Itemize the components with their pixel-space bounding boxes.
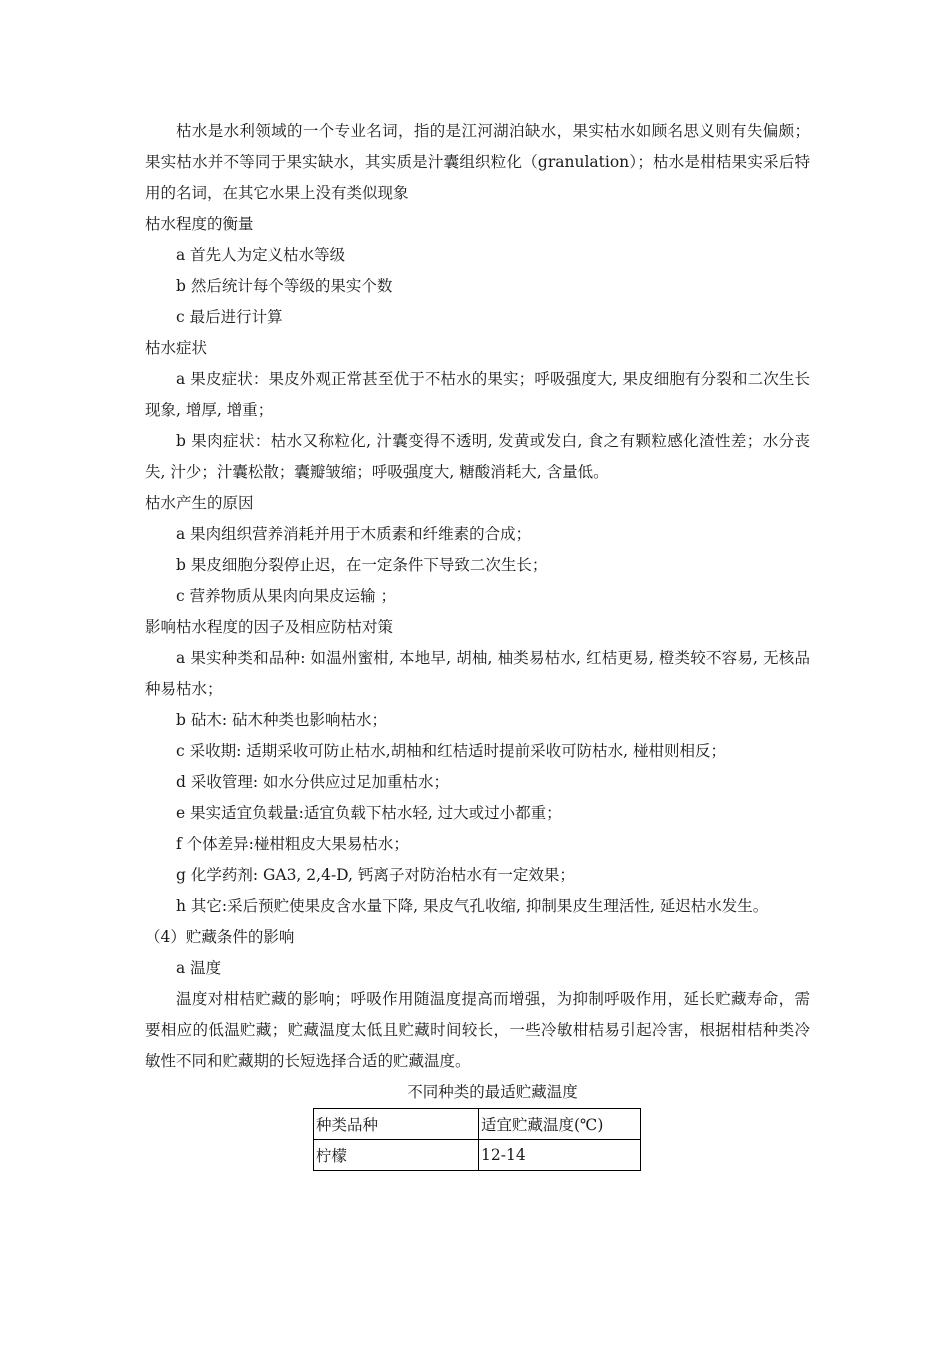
- table-caption: 不同种类的最适贮藏温度: [407, 1083, 578, 1101]
- factor-item-g: g 化学药剂: GA3, 2,4-D, 钙离子对防治枯水有一定效果；: [176, 866, 575, 884]
- storage-item-a: a 温度: [176, 959, 222, 977]
- table-header-cell: 适宜贮藏温度(℃): [479, 1109, 641, 1140]
- measure-item-c: c 最后进行计算: [176, 308, 283, 326]
- table-header-row: [314, 1109, 641, 1140]
- cause-heading: 枯水产生的原因: [145, 494, 254, 512]
- factor-item-a: a 果实种类和品种: 如温州蜜柑, 本地早, 胡柚, 柚类易枯水, 红桔更易, 橙类较不容易, 无核品种易枯水；: [145, 649, 810, 698]
- factor-item-f: f 个体差异:椪柑粗皮大果易枯水；: [176, 835, 409, 853]
- factor-item-c: c 采收期: 适期采收可防止枯水,胡柚和红桔适时提前采收可防枯水, 椪柑则相反；: [176, 742, 727, 760]
- cause-item-a: a 果肉组织营养消耗并用于木质素和纤维素的合成；: [176, 525, 532, 543]
- storage-heading: （4）贮藏条件的影响: [145, 928, 295, 946]
- symptom-item-a: a 果皮症状：果皮外观正常甚至优于不枯水的果实；呼吸强度大, 果皮细胞有分裂和二次生长现象, 增厚, 增重；: [145, 370, 810, 419]
- cause-item-b: b 果皮细胞分裂停止迟，在一定条件下导致二次生长；: [176, 556, 548, 574]
- symptom-item-b: b 果肉症状：枯水又称粒化, 汁囊变得不透明, 发黄或发白, 食之有颗粒感化渣性差；水分丧失, 汁少；汁囊松散；囊瓣皱缩；呼吸强度大, 糖酸消耗大, 含量低。: [145, 432, 810, 481]
- symptom-heading: 枯水症状: [145, 339, 208, 357]
- factor-item-e: e 果实适宜负载量:适宜负载下枯水轻, 过大或过小都重；: [176, 804, 562, 822]
- measure-item-b: b 然后统计每个等级的果实个数: [176, 277, 393, 295]
- factor-item-d: d 采收管理: 如水分供应过足加重枯水；: [176, 773, 449, 791]
- document-body: [145, 116, 810, 1171]
- table-header-cell: 种类品种: [314, 1109, 479, 1140]
- intro-paragraph: 枯水是水利领域的一个专业名词，指的是江河湖泊缺水，果实枯水如顾名思义则有失偏颇；果实枯水并不等同于果实缺水，其实质是汁囊组织粒化（granulation）；枯水是柑桔果实采后特用的名词，在其它水果上没有类似现象: [145, 122, 810, 202]
- storage-temperature-table-block: [145, 1077, 810, 1171]
- storage-temperature-table: [313, 1108, 641, 1171]
- storage-temperature-paragraph: 温度对柑桔贮藏的影响；呼吸作用随温度提高而增强，为抑制呼吸作用，延长贮藏寿命，需要相应的低温贮藏；贮藏温度太低且贮藏时间较长，一些冷敏柑桔易引起冷害，根据柑桔种类冷敏性不同和贮藏期的长短选择合适的贮藏温度。: [145, 990, 810, 1070]
- cause-item-c: c 营养物质从果肉向果皮运输 ；: [176, 587, 397, 605]
- table-cell: 12-14: [479, 1140, 641, 1171]
- table-row: [314, 1140, 641, 1171]
- measure-heading: 枯水程度的衡量: [145, 215, 254, 233]
- table-cell: 柠檬: [314, 1140, 479, 1171]
- factor-item-h: h 其它:采后预贮使果皮含水量下降, 果皮气孔收缩, 抑制果皮生理活性, 延迟枯水发生。: [176, 897, 769, 915]
- measure-item-a: a 首先人为定义枯水等级: [176, 246, 346, 264]
- factor-heading: 影响枯水程度的因子及相应防枯对策: [145, 618, 394, 636]
- factor-item-b: b 砧木: 砧木种类也影响枯水；: [176, 711, 387, 729]
